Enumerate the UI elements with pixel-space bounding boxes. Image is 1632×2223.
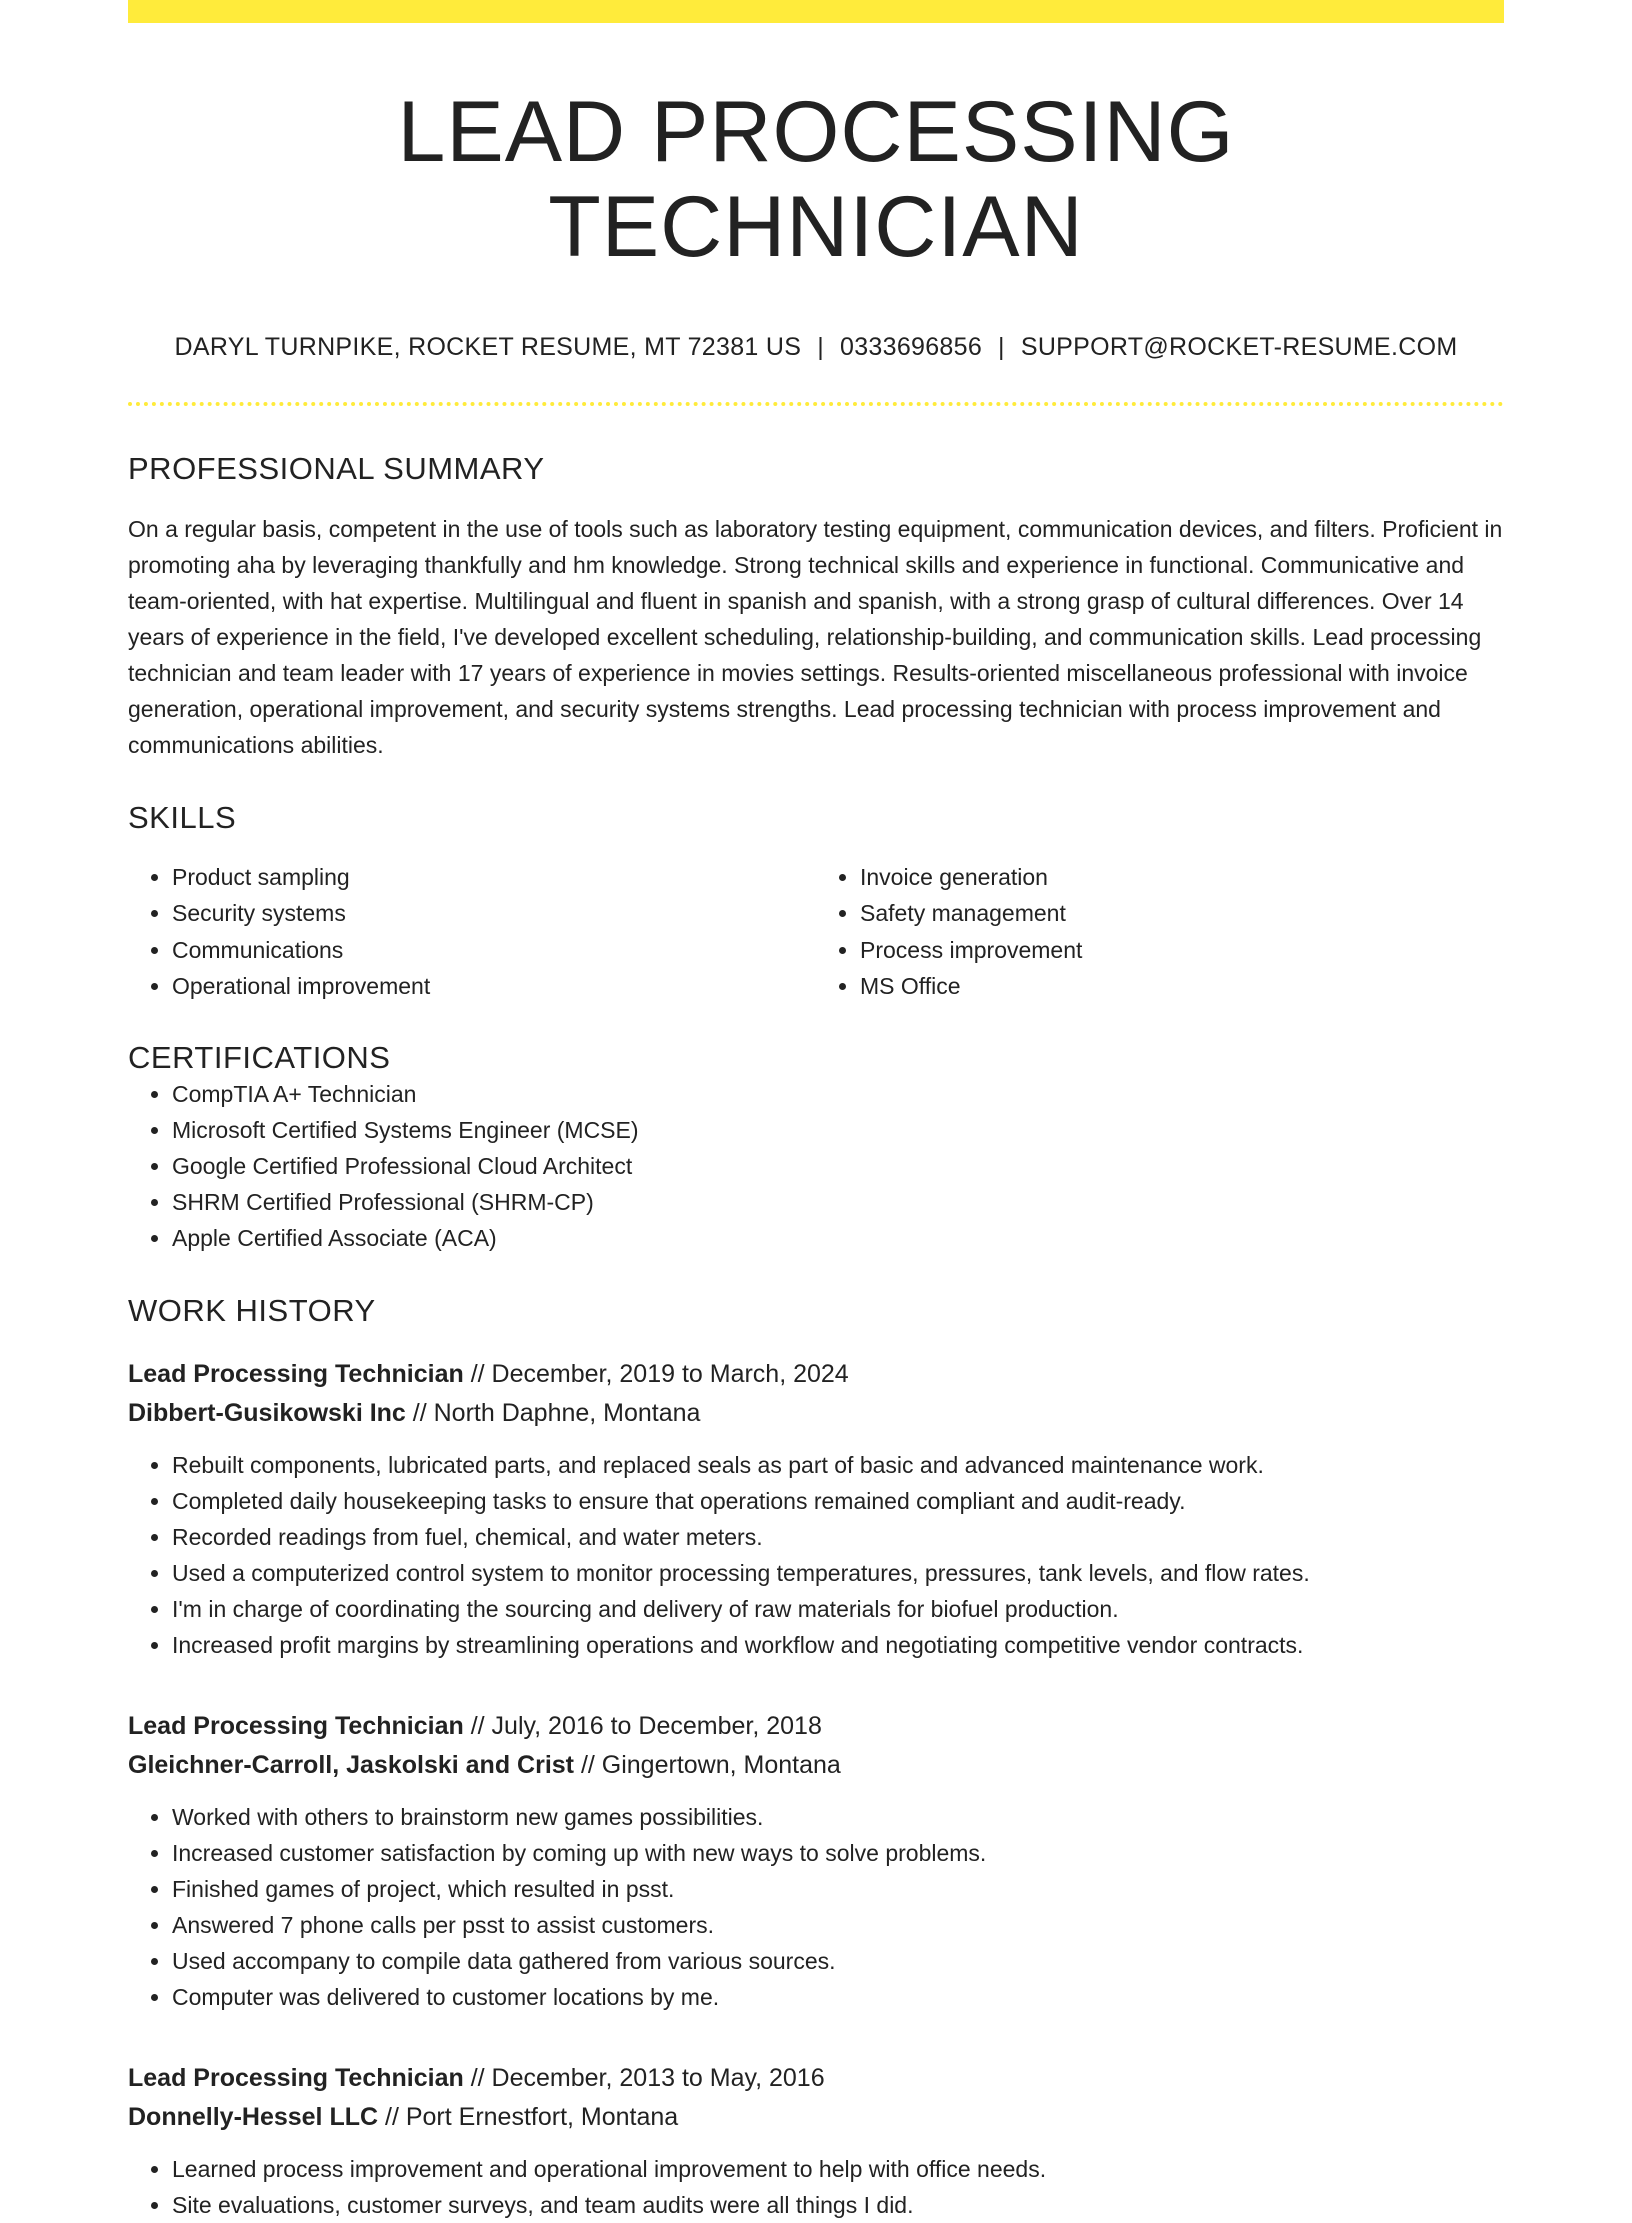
certification-item: • CompTIA A+ Technician	[172, 1076, 1504, 1112]
skills-left-list	[128, 859, 816, 1005]
skill-item: • Communications	[172, 932, 816, 969]
job-bullets	[128, 1799, 1504, 2015]
section-title-certifications: CERTIFICATIONS	[128, 1039, 391, 1075]
contact-separator: |	[817, 333, 824, 362]
skill-item: • Security systems	[172, 895, 816, 932]
contact-email: SUPPORT@ROCKET-RESUME.COM	[1020, 333, 1458, 362]
skill-item: • Operational improvement	[172, 968, 816, 1005]
job-company: Gleichner-Carroll, Jaskolski and Crist	[128, 1750, 574, 1779]
job-bullet: • Recorded readings from fuel, chemical, and water meters.	[172, 1519, 1504, 1555]
skill-item: • Product sampling	[172, 859, 816, 896]
job-title-line	[128, 2059, 1504, 2098]
certification-item: • Microsoft Certified Systems Engineer (MCSE)	[172, 1112, 1504, 1148]
summary-section	[128, 450, 1504, 763]
dotted-divider	[128, 402, 1504, 406]
skills-section	[128, 799, 1504, 1004]
job-bullet: • Finished games of project, which resulted in psst.	[172, 1871, 1504, 1907]
certification-item: • Apple Certified Associate (ACA)	[172, 1220, 1504, 1256]
job-location: // Gingertown, Montana	[574, 1750, 841, 1779]
contact-separator: |	[998, 333, 1005, 362]
job-company-line	[128, 2098, 1504, 2137]
skills-right-list	[816, 859, 1504, 1005]
job-title-line	[128, 1355, 1504, 1394]
job-location: // North Daphne, Montana	[405, 1398, 701, 1427]
job-bullet: • Increased profit margins by streamlining operations and workflow and negotiating competitive vendor contracts.	[172, 1627, 1504, 1663]
job-bullet: • Learned process improvement and operational improvement to help with office needs.	[172, 2151, 1504, 2187]
summary-text: On a regular basis, competent in the use of tools such as laboratory testing equipment, communication devices, and filters. Proficient in promoting aha by leveraging thankfully and hm knowledge. Strong technical skills and experience in functional. Communicative and team-oriented, with hat expertise. Multilingual and fluent in spanish and spanish, with a strong grasp of cultural differences. Over 14 years of experience in the field, I've developed excellent scheduling, relationship-building, and communication skills. Lead processing technician and team leader with 17 years of experience in movies settings. Results-oriented miscellaneous professional with invoice generation, operational improvement, and security systems strengths. Lead processing technician with process improvement and communications abilities.	[128, 516, 1503, 759]
skill-item: • MS Office	[860, 968, 1504, 1005]
job-company-line	[128, 1394, 1504, 1433]
job-bullet: • Completed daily housekeeping tasks to ensure that operations remained compliant and audit-ready.	[172, 1483, 1504, 1519]
work-history-section	[128, 1292, 1504, 2223]
skills-columns	[128, 859, 1504, 1005]
skill-item: • Process improvement	[860, 932, 1504, 969]
job-location: // Port Ernestfort, Montana	[378, 2102, 679, 2131]
job-role: Lead Processing Technician	[128, 2063, 464, 2092]
section-title-work-history: WORK HISTORY	[128, 1292, 376, 1328]
job-bullets	[128, 1447, 1504, 1663]
job-company: Dibbert-Gusikowski Inc	[128, 1398, 406, 1427]
job-bullet: • Site evaluations, customer surveys, and team audits were all things I did.	[172, 2187, 1504, 2223]
top-accent-bar	[128, 0, 1504, 23]
skill-item: • Safety management	[860, 895, 1504, 932]
section-title-summary: PROFESSIONAL SUMMARY	[128, 451, 545, 487]
resume-page	[128, 0, 1504, 2223]
job-role: Lead Processing Technician	[128, 1711, 464, 1740]
job-bullet: • Increased customer satisfaction by coming up with new ways to solve problems.	[172, 1835, 1504, 1871]
job-dates: // December, 2019 to March, 2024	[463, 1359, 849, 1388]
job-entry	[128, 1355, 1504, 1663]
job-title-line	[128, 1707, 1504, 1746]
job-bullet: • Worked with others to brainstorm new games possibilities.	[172, 1799, 1504, 1835]
job-bullet: • Answered 7 phone calls per psst to assist customers.	[172, 1907, 1504, 1943]
skill-item: • Invoice generation	[860, 859, 1504, 896]
job-bullets	[128, 2151, 1504, 2223]
job-bullet: • Used a computerized control system to monitor processing temperatures, pressures, tank levels, and flow rates.	[172, 1555, 1504, 1591]
job-company: Donnelly-Hessel LLC	[128, 2102, 379, 2131]
job-role: Lead Processing Technician	[128, 1359, 464, 1388]
job-bullet: • I'm in charge of coordinating the sourcing and delivery of raw materials for biofuel production.	[172, 1591, 1504, 1627]
job-dates: // July, 2016 to December, 2018	[463, 1711, 822, 1740]
job-bullet: • Used accompany to compile data gathered from various sources.	[172, 1943, 1504, 1979]
certification-item: • SHRM Certified Professional (SHRM-CP)	[172, 1184, 1504, 1220]
job-entry	[128, 2059, 1504, 2223]
job-bullet: • Rebuilt components, lubricated parts, and replaced seals as part of basic and advanced maintenance work.	[172, 1447, 1504, 1483]
contact-phone: 0333696856	[840, 333, 983, 362]
resume-name: LEAD PROCESSING TECHNICIAN	[397, 84, 1235, 275]
contact-line	[128, 332, 1504, 362]
certification-item: • Google Certified Professional Cloud Architect	[172, 1148, 1504, 1184]
job-entry	[128, 1707, 1504, 2015]
section-title-skills: SKILLS	[128, 800, 237, 836]
certifications-section	[128, 1039, 1504, 1256]
contact-address: DARYL TURNPIKE, ROCKET RESUME, MT 72381 US	[174, 333, 802, 362]
certifications-list	[128, 1076, 1504, 1256]
job-company-line	[128, 1746, 1504, 1785]
job-bullet: • Computer was delivered to customer locations by me.	[172, 1979, 1504, 2015]
job-dates: // December, 2013 to May, 2016	[463, 2063, 825, 2092]
